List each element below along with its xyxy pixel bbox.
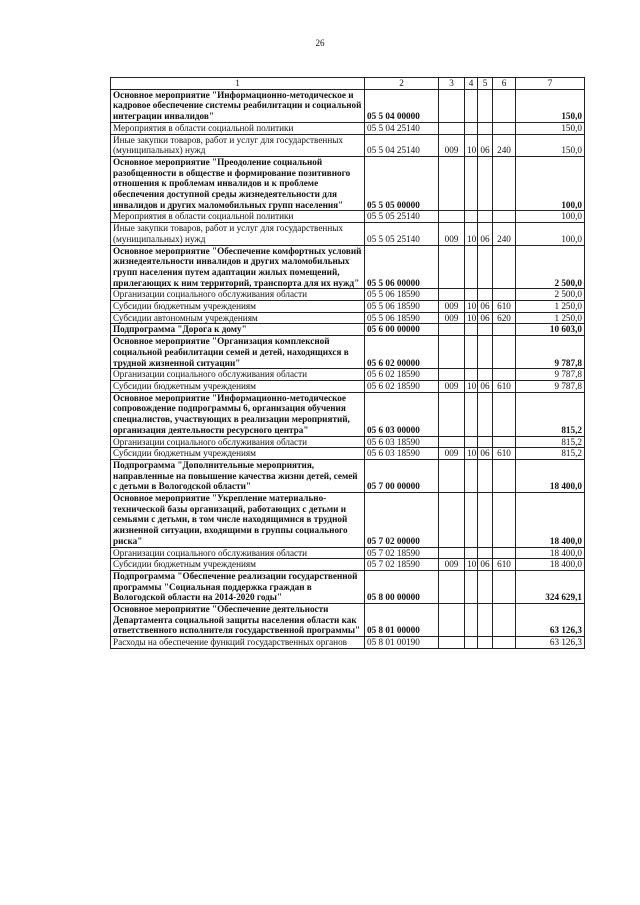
- row-col3: [439, 436, 465, 448]
- row-col3: [439, 324, 465, 336]
- row-col4: [465, 392, 478, 436]
- row-name: Мероприятия в области социальной политики: [111, 211, 365, 223]
- row-col3: [439, 289, 465, 301]
- row-code: 05 5 06 18590: [365, 312, 439, 324]
- row-col4: [465, 436, 478, 448]
- row-code: 05 5 04 00000: [365, 89, 439, 122]
- row-amount: 2 500,0: [516, 245, 585, 289]
- row-col6: [493, 245, 516, 289]
- row-code: 05 6 02 18590: [365, 369, 439, 381]
- row-col6: [493, 570, 516, 603]
- row-name: Подпрограмма "Дополнительные мероприятия, направленные на повышение качества жизни детей, семей с детьми в Вологодской области": [111, 459, 365, 492]
- table-row: [111, 459, 585, 492]
- header-cell: 7: [516, 78, 585, 90]
- row-code: 05 6 00 00000: [365, 324, 439, 336]
- row-amount: 18 400,0: [516, 559, 585, 571]
- row-col5: [478, 324, 493, 336]
- row-col4: 10: [465, 223, 478, 245]
- table-body: [111, 89, 585, 648]
- row-col3: [439, 459, 465, 492]
- row-amount: 9 787,8: [516, 336, 585, 369]
- row-name: Подпрограмма "Дорога к дому": [111, 324, 365, 336]
- row-col5: [478, 637, 493, 649]
- table-row: [111, 324, 585, 336]
- row-amount: 324 629,1: [516, 570, 585, 603]
- row-col4: 10: [465, 134, 478, 156]
- row-col4: [465, 336, 478, 369]
- row-name: Организации социального обслуживания области: [111, 289, 365, 301]
- row-col5: [478, 436, 493, 448]
- row-col4: [465, 289, 478, 301]
- row-col3: [439, 336, 465, 369]
- header-cell: 2: [365, 78, 439, 90]
- row-col3: [439, 211, 465, 223]
- row-amount: 9 787,8: [516, 369, 585, 381]
- table-row: [111, 301, 585, 313]
- row-code: 05 5 05 25140: [365, 211, 439, 223]
- row-col3: [439, 245, 465, 289]
- row-code: 05 7 02 00000: [365, 493, 439, 548]
- row-col4: 10: [465, 448, 478, 460]
- row-col3: [439, 493, 465, 548]
- row-amount: 1 250,0: [516, 312, 585, 324]
- row-code: 05 5 04 25140: [365, 122, 439, 134]
- row-amount: 10 603,0: [516, 324, 585, 336]
- row-code: 05 5 06 18590: [365, 301, 439, 313]
- row-col3: [439, 89, 465, 122]
- table-row: [111, 89, 585, 122]
- row-amount: 18 400,0: [516, 547, 585, 559]
- table-row: [111, 637, 585, 649]
- row-col4: [465, 245, 478, 289]
- row-name: Субсидии бюджетным учреждениям: [111, 559, 365, 571]
- row-code: 05 8 00 00000: [365, 570, 439, 603]
- row-col6: 610: [493, 380, 516, 392]
- row-col4: [465, 459, 478, 492]
- row-col5: [478, 245, 493, 289]
- row-col5: [478, 493, 493, 548]
- row-col3: [439, 604, 465, 637]
- row-amount: 1 250,0: [516, 301, 585, 313]
- row-code: 05 8 01 00190: [365, 637, 439, 649]
- table-row: [111, 604, 585, 637]
- row-col3: [439, 392, 465, 436]
- row-col6: [493, 89, 516, 122]
- row-col5: [478, 89, 493, 122]
- row-col6: 240: [493, 223, 516, 245]
- row-col5: [478, 570, 493, 603]
- table-row: [111, 392, 585, 436]
- row-amount: 150,0: [516, 89, 585, 122]
- row-amount: 100,0: [516, 211, 585, 223]
- row-col6: [493, 604, 516, 637]
- row-name: Основное мероприятие "Укрепление материально-технической базы организаций, работающих с детьми и семьями с детьми, в том числе находящимися в трудной жизненной ситуации, входящими в группы социального риска": [111, 493, 365, 548]
- row-col5: 06: [478, 134, 493, 156]
- row-col5: [478, 122, 493, 134]
- table-row: [111, 436, 585, 448]
- table-row: [111, 493, 585, 548]
- row-code: 05 6 02 00000: [365, 336, 439, 369]
- row-name: Организации социального обслуживания области: [111, 547, 365, 559]
- row-col5: [478, 211, 493, 223]
- row-code: 05 8 01 00000: [365, 604, 439, 637]
- row-col4: [465, 211, 478, 223]
- row-col4: [465, 604, 478, 637]
- row-code: 05 6 02 18590: [365, 380, 439, 392]
- row-col3: 009: [439, 380, 465, 392]
- row-col5: [478, 156, 493, 211]
- row-code: 05 5 04 25140: [365, 134, 439, 156]
- row-amount: 815,2: [516, 392, 585, 436]
- row-col4: [465, 493, 478, 548]
- row-code: 05 7 00 00000: [365, 459, 439, 492]
- row-col4: [465, 324, 478, 336]
- row-name: Субсидии бюджетным учреждениям: [111, 301, 365, 313]
- table-row: [111, 448, 585, 460]
- row-col6: [493, 436, 516, 448]
- row-col3: 009: [439, 134, 465, 156]
- row-name: Основное мероприятие "Информационно-методическое и кадровое обеспечение системы реабилитации и социальной интеграции инвалидов": [111, 89, 365, 122]
- row-col6: [493, 211, 516, 223]
- row-col4: 10: [465, 559, 478, 571]
- row-amount: 150,0: [516, 134, 585, 156]
- row-name: Основное мероприятие "Обеспечение комфортных условий жизнедеятельности инвалидов и других маломобильных групп населения путем адаптации жилых помещений, прилегающих к ним территорий, транспорта для их нужд": [111, 245, 365, 289]
- row-amount: 18 400,0: [516, 493, 585, 548]
- row-col5: [478, 459, 493, 492]
- table-row: [111, 547, 585, 559]
- row-col5: 06: [478, 448, 493, 460]
- row-col6: [493, 637, 516, 649]
- row-col6: [493, 459, 516, 492]
- row-code: 05 6 03 18590: [365, 448, 439, 460]
- row-name: Организации социального обслуживания области: [111, 436, 365, 448]
- row-col3: [439, 570, 465, 603]
- row-col6: [493, 547, 516, 559]
- row-col4: [465, 547, 478, 559]
- row-col4: [465, 637, 478, 649]
- row-col5: [478, 547, 493, 559]
- row-col5: 06: [478, 223, 493, 245]
- row-col4: [465, 570, 478, 603]
- row-amount: 2 500,0: [516, 289, 585, 301]
- row-name: Основное мероприятие "Обеспечение деятельности Департамента социальной защиты населения области как ответственного исполнителя государственной программы": [111, 604, 365, 637]
- row-col3: 009: [439, 448, 465, 460]
- row-col5: 06: [478, 380, 493, 392]
- row-code: 05 5 05 00000: [365, 156, 439, 211]
- row-name: Основное мероприятие "Преодоление социальной разобщенности в обществе и формирование позитивного отношения к проблемам инвалидов и к проблеме обеспечения доступной среды жизнедеятельности для инвалидов и других маломобильных групп населения": [111, 156, 365, 211]
- table-row: [111, 245, 585, 289]
- row-col6: [493, 493, 516, 548]
- row-col5: [478, 392, 493, 436]
- header-cell: 4: [465, 78, 478, 90]
- row-col6: 240: [493, 134, 516, 156]
- row-col3: [439, 122, 465, 134]
- row-name: Субсидии бюджетным учреждениям: [111, 380, 365, 392]
- row-col6: [493, 122, 516, 134]
- row-name: Иные закупки товаров, работ и услуг для государственных (муниципальных) нужд: [111, 223, 365, 245]
- row-code: 05 6 03 18590: [365, 436, 439, 448]
- header-cell: 6: [493, 78, 516, 90]
- row-col6: 620: [493, 312, 516, 324]
- header-cell: 3: [439, 78, 465, 90]
- table-row: [111, 369, 585, 381]
- table-row: [111, 559, 585, 571]
- row-code: 05 5 06 00000: [365, 245, 439, 289]
- row-col5: 06: [478, 301, 493, 313]
- row-col6: 610: [493, 301, 516, 313]
- row-col3: [439, 369, 465, 381]
- row-amount: 150,0: [516, 122, 585, 134]
- row-col3: [439, 547, 465, 559]
- table-row: [111, 122, 585, 134]
- row-code: 05 7 02 18590: [365, 559, 439, 571]
- row-amount: 18 400,0: [516, 459, 585, 492]
- row-col6: [493, 336, 516, 369]
- header-row: [111, 78, 585, 90]
- row-amount: 9 787,8: [516, 380, 585, 392]
- row-amount: 63 126,3: [516, 637, 585, 649]
- table-row: [111, 570, 585, 603]
- row-col6: [493, 324, 516, 336]
- table-row: [111, 336, 585, 369]
- table-row: [111, 134, 585, 156]
- row-col4: [465, 89, 478, 122]
- row-name: Субсидии автономным учреждениям: [111, 312, 365, 324]
- header-cell: 5: [478, 78, 493, 90]
- row-col4: 10: [465, 312, 478, 324]
- row-name: Основное мероприятие "Информационно-методическое сопровождение подпрограммы 6, организация обучения специалистов, участвующих в реализации мероприятий, организация деятельности ресурсного центра": [111, 392, 365, 436]
- row-code: 05 6 03 00000: [365, 392, 439, 436]
- row-col3: 009: [439, 559, 465, 571]
- row-col6: 610: [493, 448, 516, 460]
- row-amount: 815,2: [516, 436, 585, 448]
- row-code: 05 5 06 18590: [365, 289, 439, 301]
- row-col6: [493, 369, 516, 381]
- table-row: [111, 312, 585, 324]
- row-col3: 009: [439, 312, 465, 324]
- row-code: 05 5 05 25140: [365, 223, 439, 245]
- row-amount: 100,0: [516, 223, 585, 245]
- row-col5: 06: [478, 559, 493, 571]
- table-row: [111, 380, 585, 392]
- row-col6: [493, 289, 516, 301]
- row-amount: 815,2: [516, 448, 585, 460]
- row-name: Субсидии бюджетным учреждениям: [111, 448, 365, 460]
- row-col3: 009: [439, 301, 465, 313]
- table-row: [111, 156, 585, 211]
- row-col3: [439, 156, 465, 211]
- row-col4: [465, 156, 478, 211]
- row-name: Мероприятия в области социальной политики: [111, 122, 365, 134]
- table-row: [111, 223, 585, 245]
- row-col4: 10: [465, 301, 478, 313]
- row-col5: [478, 369, 493, 381]
- row-col5: 06: [478, 312, 493, 324]
- row-col4: [465, 122, 478, 134]
- page-number: 26: [315, 38, 325, 48]
- row-col6: [493, 156, 516, 211]
- row-name: Подпрограмма "Обеспечение реализации государственной программы "Социальная поддержка граждан в Вологодской области на 2014-2020 годы": [111, 570, 365, 603]
- row-name: Основное мероприятие "Организация комплексной социальной реабилитации семей и детей, находящихся в трудной жизненной ситуации": [111, 336, 365, 369]
- row-name: Иные закупки товаров, работ и услуг для государственных (муниципальных) нужд: [111, 134, 365, 156]
- row-col5: [478, 604, 493, 637]
- row-amount: 63 126,3: [516, 604, 585, 637]
- table-row: [111, 211, 585, 223]
- row-name: Организации социального обслуживания области: [111, 369, 365, 381]
- row-col3: [439, 637, 465, 649]
- row-code: 05 7 02 18590: [365, 547, 439, 559]
- table-row: [111, 289, 585, 301]
- row-col6: 610: [493, 559, 516, 571]
- row-col5: [478, 336, 493, 369]
- row-col5: [478, 289, 493, 301]
- header-cell: 1: [111, 78, 365, 90]
- budget-table: [110, 77, 585, 649]
- row-col3: 009: [439, 223, 465, 245]
- row-col4: [465, 369, 478, 381]
- row-amount: 100,0: [516, 156, 585, 211]
- row-col6: [493, 392, 516, 436]
- row-name: Расходы на обеспечение функций государственных органов: [111, 637, 365, 649]
- row-col4: 10: [465, 380, 478, 392]
